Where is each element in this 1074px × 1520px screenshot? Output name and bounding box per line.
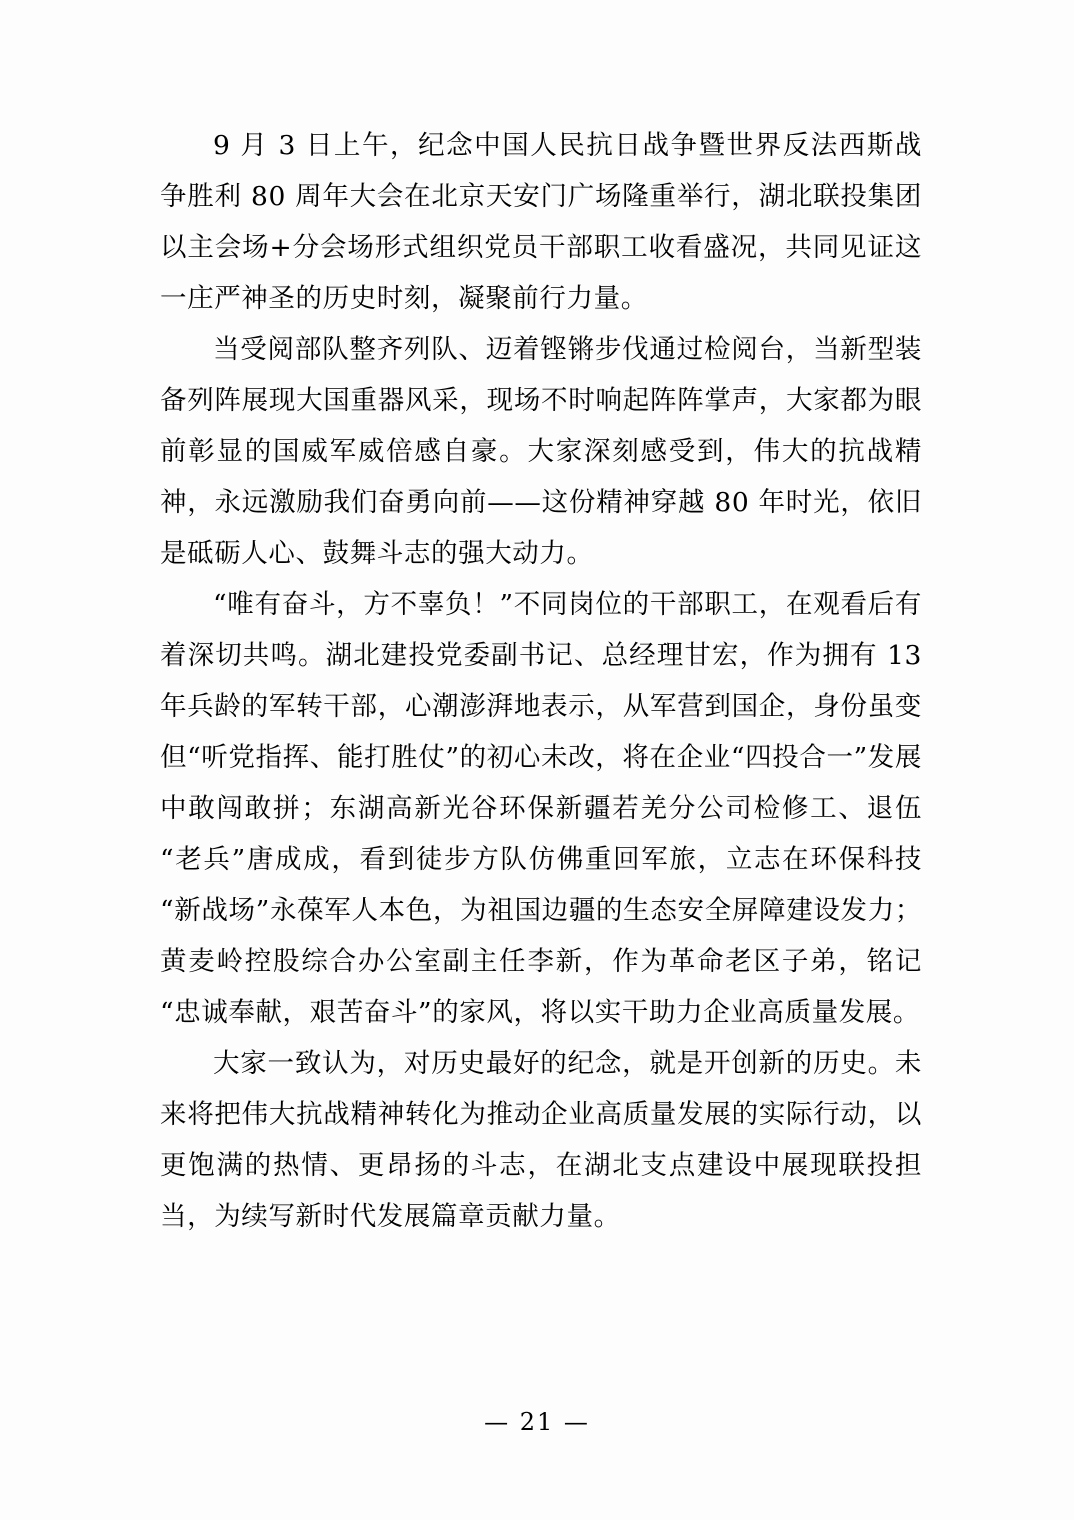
paragraph-4: 大家一致认为，对历史最好的纪念，就是开创新的历史。未来将把伟大抗战精神转化为推动企业高质量发展的实际行动，以更饱满的热情、更昂扬的斗志，在湖北支点建设中展现联投担当，为续写新时代发展篇章贡献力量。 xyxy=(160,1048,922,1232)
paragraph-1: 9 月 3 日上午，纪念中国人民抗日战争暨世界反法西斯战争胜利 80 周年大会在北京天安门广场隆重举行，湖北联投集团以主会场+分会场形式组织党员干部职工收看盛况，共同见证这一庄严神圣的历史时刻，凝聚前行力量。 xyxy=(160,130,922,314)
document-body xyxy=(160,120,922,1242)
paragraph-2: 当受阅部队整齐列队、迈着铿锵步伐通过检阅台，当新型装备列阵展现大国重器风采，现场不时响起阵阵掌声，大家都为眼前彰显的国威军威倍感自豪。大家深刻感受到，伟大的抗战精神，永远激励我们奋勇向前——这份精神穿越 80 年时光，依旧是砥砺人心、鼓舞斗志的强大动力。 xyxy=(160,334,922,569)
paragraph-3: “唯有奋斗，方不辜负！”不同岗位的干部职工，在观看后有着深切共鸣。湖北建投党委副书记、总经理甘宏，作为拥有 13 年兵龄的军转干部，心潮澎湃地表示，从军营到国企，身份虽变但“听党指挥、能打胜仗”的初心未改，将在企业“四投合一”发展中敢闯敢拼；东湖高新光谷环保新疆若羌分公司检修工、退伍“老兵”唐成成，看到徒步方队仿佛重回军旅，立志在环保科技“新战场”永葆军人本色，为祖国边疆的生态安全屏障建设发力；黄麦岭控股综合办公室副主任李新，作为革命老区子弟，铭记“忠诚奉献，艰苦奋斗”的家风，将以实干助力企业高质量发展。 xyxy=(160,589,922,1028)
page-number: — 21 — xyxy=(484,1408,590,1436)
